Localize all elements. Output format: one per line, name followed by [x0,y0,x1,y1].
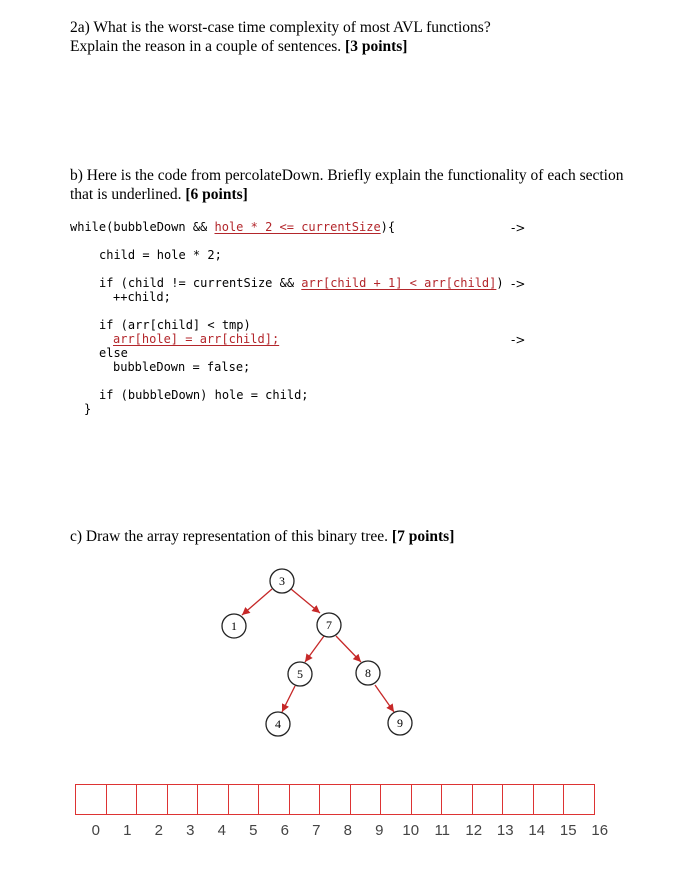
question-2c-points: [7 points] [391,528,455,545]
tree-node [222,614,246,638]
underlined-section-1: hole * 2 <= currentSize [214,220,381,234]
array-index: 4 [217,822,226,839]
edge-8-9 [375,685,394,712]
array-index: 6 [280,822,289,839]
array-indices [80,822,616,839]
array-cell[interactable] [350,784,382,815]
tree-node-label: 9 [397,716,403,730]
question-2b [70,166,624,204]
array-index: 15 [559,822,577,839]
array-cell[interactable] [167,784,199,815]
array-cell[interactable] [289,784,321,815]
array-index: 5 [249,822,258,839]
code-line-1: while(bubbleDown && hole * 2 <= currentSize){ [70,220,396,234]
array-index: 11 [434,822,451,839]
question-2b-points: [6 points] [185,186,248,203]
tree-node-label: 1 [231,619,237,633]
array-index: 7 [312,822,321,839]
tree-node-label: 4 [275,717,281,731]
array-cell[interactable] [472,784,504,815]
question-2c: c) Draw the array representation of this binary tree. [7 points] [70,528,455,545]
array-cell[interactable] [106,784,138,815]
tree-node [388,711,412,735]
array-cell[interactable] [411,784,443,815]
tree-node [317,613,341,637]
array-cell[interactable] [563,784,595,815]
tree-node-label: 7 [326,618,332,632]
underlined-section-2: arr[child + 1] < arr[child] [301,276,497,290]
array-cells [75,784,595,815]
code-line-3: if (child != currentSize && arr[child + 1] < arr[child]) [99,276,504,290]
array-cell[interactable] [441,784,473,815]
edge-7-5 [305,636,324,662]
array-index: 2 [154,822,163,839]
edge-3-7 [291,589,320,613]
edge-5-4 [282,686,295,712]
array-cell[interactable] [197,784,229,815]
edge-7-8 [336,636,361,662]
array-cell[interactable] [319,784,351,815]
array-cell[interactable] [258,784,290,815]
array-index: 12 [465,822,483,839]
array-index: 9 [375,822,384,839]
answer-arrow-3: -> [511,333,526,347]
tree-node-label: 8 [365,666,371,680]
array-index: 13 [496,822,514,839]
question-2b-line1: b) Here is the code from percolateDown. Briefly explain the functionality of each section [70,167,624,184]
code-line-4: ++child; [113,290,171,304]
array-index: 0 [91,822,100,839]
tree-node [356,661,380,685]
array-index: 16 [591,822,609,839]
array-cell[interactable] [136,784,168,815]
question-2b-line2: that is underlined. [6 points] [70,186,248,203]
array-cell[interactable] [533,784,565,815]
array-index: 3 [186,822,195,839]
code-line-5: if (arr[child] < tmp) [99,318,251,332]
array-cell[interactable] [228,784,260,815]
code-line-9: if (bubbleDown) hole = child; [99,388,309,402]
code-line-7: else [99,346,128,360]
binary-tree [0,560,699,750]
tree-node [270,569,294,593]
edge-3-1 [242,589,272,615]
array-index: 14 [528,822,546,839]
array-index: 10 [402,822,420,839]
code-line-6 [113,332,279,346]
array-cell[interactable] [75,784,107,815]
tree-node-label: 5 [297,667,303,681]
array-cell[interactable] [380,784,412,815]
tree-node [288,662,312,686]
tree-node-label: 3 [279,574,285,588]
underlined-section-3: arr[hole] = arr[child]; [113,332,280,346]
array-index: 1 [123,822,132,839]
code-line-2: child = hole * 2; [99,248,222,262]
question-2a-line1: 2a) What is the worst-case time complexity of most AVL functions? [70,19,491,36]
answer-arrow-1: -> [511,221,526,235]
tree-node [266,712,290,736]
question-2a-line2: Explain the reason in a couple of sentences. [3 points] [70,38,408,55]
code-line-10: } [84,402,92,416]
array-cell[interactable] [502,784,534,815]
code-line-8: bubbleDown = false; [113,360,251,374]
question-2a-points: [3 points] [345,38,408,55]
question-2a [70,18,491,56]
array-index: 8 [343,822,352,839]
answer-arrow-2: -> [511,277,526,291]
